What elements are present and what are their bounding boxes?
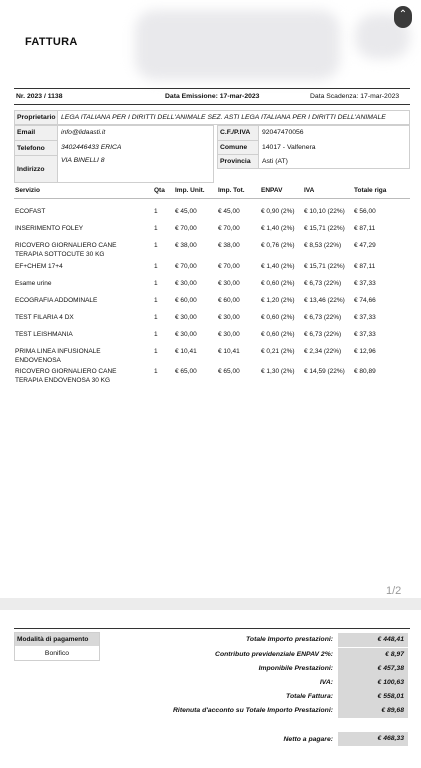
cell-iva: € 6,73 (22%): [304, 331, 342, 338]
cell-enpav: € 0,60 (2%): [261, 314, 295, 321]
address-value: VIA BINELLI 8: [61, 157, 105, 164]
phone-value: 3402446433 ERICA: [61, 144, 122, 151]
vat-value: 92047470056: [262, 129, 304, 136]
cell-total-price: € 45,00: [218, 208, 240, 215]
cell-iva: € 6,73 (22%): [304, 280, 342, 287]
cell-row-total: € 87,11: [354, 225, 376, 232]
cell-row-total: € 74,66: [354, 297, 376, 304]
total-label: Ritenuta d'acconto su Totale Importo Prestazioni:: [173, 707, 333, 714]
cell-total-price: € 30,00: [218, 280, 240, 287]
cell-total-price: € 30,00: [218, 331, 240, 338]
cell-unit-price: € 60,00: [175, 297, 197, 304]
page-indicator: 1/2: [386, 585, 402, 597]
col-header-unit: Imp. Unit.: [175, 187, 205, 194]
col-header-iva: IVA: [304, 187, 315, 194]
total-value: € 558,01: [338, 690, 408, 704]
province-value: Asti (AT): [262, 158, 288, 165]
cell-service: PRIMA LINEA INFUSIONALE ENDOVENOSA: [15, 348, 101, 364]
cell-service: Esame urine: [15, 280, 52, 287]
cell-enpav: € 0,21 (2%): [261, 348, 295, 355]
phone-label: Telefono: [15, 140, 58, 155]
cell-service: EF+CHEM 17+4: [15, 263, 63, 270]
cell-unit-price: € 38,00: [175, 242, 197, 249]
col-header-enpav: ENPAV: [261, 187, 283, 194]
cell-enpav: € 0,76 (2%): [261, 242, 295, 249]
cell-row-total: € 47,29: [354, 242, 376, 249]
cell-total-price: € 70,00: [218, 225, 240, 232]
owner-value: LEGA ITALIANA PER I DIRITTI DELL'ANIMALE SEZ. ASTI LEGA ITALIANA PER I DIRITTI DELL'ANIMALE: [61, 114, 386, 121]
cell-qty: 1: [154, 314, 158, 321]
cell-unit-price: € 70,00: [175, 263, 197, 270]
due-date: Data Scadenza: 17-mar-2023: [310, 93, 400, 100]
invoice-title: FATTURA: [25, 36, 78, 48]
cell-total-price: € 60,00: [218, 297, 240, 304]
cell-unit-price: € 30,00: [175, 331, 197, 338]
invoice-number: Nr. 2023 / 1138: [16, 93, 63, 100]
cell-total-price: € 30,00: [218, 314, 240, 321]
cell-row-total: € 37,33: [354, 314, 376, 321]
cell-service: ECOGRAFIA ADDOMINALE: [15, 297, 98, 304]
cell-enpav: € 1,40 (2%): [261, 263, 295, 270]
cell-iva: € 13,46 (22%): [304, 297, 345, 304]
issue-date: Data Emissione: 17-mar-2023: [165, 93, 260, 100]
cell-row-total: € 12,96: [354, 348, 376, 355]
cell-iva: € 6,73 (22%): [304, 314, 342, 321]
cell-iva: € 15,71 (22%): [304, 263, 345, 270]
cell-service: TEST FILARIA 4 DX: [15, 314, 74, 321]
total-value: € 89,68: [338, 704, 408, 718]
cell-row-total: € 37,33: [354, 280, 376, 287]
cell-enpav: € 0,90 (2%): [261, 208, 295, 215]
total-label: Totale Fattura:: [286, 693, 333, 700]
col-header-row-total: Totale riga: [354, 187, 387, 194]
city-label: Comune: [218, 140, 259, 154]
cell-enpav: € 1,30 (2%): [261, 368, 295, 375]
cell-row-total: € 80,89: [354, 368, 376, 375]
cell-qty: 1: [154, 280, 158, 287]
cell-iva: € 15,71 (22%): [304, 225, 345, 232]
cell-iva: € 2,34 (22%): [304, 348, 342, 355]
net-label: Netto a pagare:: [283, 736, 333, 743]
chevron-up-icon: ⌃: [398, 9, 408, 20]
cell-service: RICOVERO GIORNALIERO CANE TERAPIA SOTTOCUTE 30 KG: [15, 242, 117, 258]
cell-enpav: € 1,40 (2%): [261, 225, 295, 232]
redacted-logo: [135, 10, 340, 80]
divider-footer: [14, 628, 410, 629]
cell-total-price: € 70,00: [218, 263, 240, 270]
email-label: Email: [15, 126, 58, 140]
cell-qty: 1: [154, 348, 158, 355]
cell-service: RICOVERO GIORNALIERO CANE TERAPIA ENDOVENOSA 30 KG: [15, 368, 117, 384]
col-header-service: Servizio: [15, 187, 40, 194]
page-break: [0, 598, 421, 610]
cell-enpav: € 0,60 (2%): [261, 280, 295, 287]
address-label: Indirizzo: [15, 155, 58, 182]
scroll-up-button[interactable]: [394, 6, 412, 28]
cell-unit-price: € 30,00: [175, 280, 197, 287]
cell-total-price: € 65,00: [218, 368, 240, 375]
cell-row-total: € 56,00: [354, 208, 376, 215]
cell-enpav: € 1,20 (2%): [261, 297, 295, 304]
cell-row-total: € 37,33: [354, 331, 376, 338]
total-label: Imponibile Prestazioni:: [258, 665, 333, 672]
total-label: IVA:: [319, 679, 333, 686]
total-value: € 457,38: [338, 662, 408, 676]
province-label: Provincia: [218, 154, 259, 168]
cell-iva: € 10,10 (22%): [304, 208, 345, 215]
cell-unit-price: € 70,00: [175, 225, 197, 232]
col-header-total: Imp. Tot.: [218, 187, 245, 194]
cell-unit-price: € 45,00: [175, 208, 197, 215]
vat-label: C.F./P.IVA: [218, 126, 259, 140]
total-value: € 100,63: [338, 676, 408, 690]
cell-unit-price: € 65,00: [175, 368, 197, 375]
cell-total-price: € 10,41: [218, 348, 240, 355]
cell-enpav: € 0,60 (2%): [261, 331, 295, 338]
total-label: Totale Importo prestazioni:: [246, 636, 333, 643]
divider-header: [14, 104, 410, 105]
cell-qty: 1: [154, 225, 158, 232]
net-value: € 468,33: [338, 732, 408, 746]
cell-qty: 1: [154, 263, 158, 270]
cell-service: TEST LEISHMANIA: [15, 331, 73, 338]
cell-qty: 1: [154, 208, 158, 215]
total-label: Contributo previdenziale ENPAV 2%:: [215, 651, 333, 658]
owner-label: Proprietario: [15, 111, 58, 124]
cell-unit-price: € 30,00: [175, 314, 197, 321]
total-value: € 448,41: [338, 633, 408, 647]
cell-qty: 1: [154, 242, 158, 249]
divider-top: [14, 88, 410, 89]
payment-value: Bonifico: [44, 650, 70, 657]
email-value: info@lidaasti.it: [61, 129, 106, 136]
cell-qty: 1: [154, 297, 158, 304]
cell-total-price: € 38,00: [218, 242, 240, 249]
cell-unit-price: € 10,41: [175, 348, 197, 355]
cell-service: ECOFAST: [15, 208, 46, 215]
col-header-qty: Qta: [154, 187, 165, 194]
cell-iva: € 14,59 (22%): [304, 368, 345, 375]
cell-iva: € 8,53 (22%): [304, 242, 342, 249]
cell-row-total: € 87,11: [354, 263, 376, 270]
total-value: € 8,97: [338, 648, 408, 662]
divider-table-header: [14, 198, 410, 199]
cell-service: INSERIMENTO FOLEY: [15, 225, 84, 232]
cell-qty: 1: [154, 331, 158, 338]
cell-qty: 1: [154, 368, 158, 375]
payment-label: Modalità di pagamento: [15, 633, 99, 646]
city-value: 14017 - Valfenera: [262, 144, 316, 151]
